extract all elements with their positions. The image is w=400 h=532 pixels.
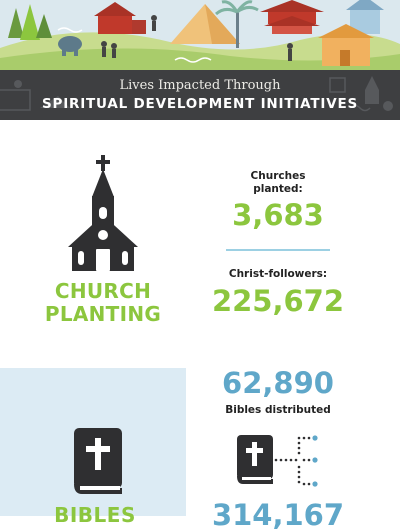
church-planting-label-line1: CHURCH bbox=[54, 279, 152, 303]
bibles-distributed-label: Bibles distributed bbox=[225, 404, 331, 416]
section-banner bbox=[0, 70, 400, 120]
bibles-distributed-value: 62,890 bbox=[222, 366, 334, 400]
church-planting-label bbox=[30, 280, 176, 326]
christ-followers-value: 225,672 bbox=[211, 284, 345, 318]
churches-planted-label bbox=[226, 170, 330, 196]
bibles-label: BIBLES bbox=[54, 503, 136, 527]
churches-planted-label-line1: Churches bbox=[250, 170, 306, 182]
landscape-illustration bbox=[0, 0, 400, 70]
hero-illustration bbox=[0, 0, 400, 70]
church-planting-label-line2: PLANTING bbox=[44, 302, 162, 326]
churches-planted-value: 3,683 bbox=[232, 198, 324, 232]
stat-divider bbox=[226, 249, 330, 251]
banner-subtitle: Lives Impacted Through bbox=[119, 78, 281, 93]
christ-followers-label: Christ-followers: bbox=[228, 268, 328, 280]
bible-icon bbox=[72, 428, 124, 496]
church-icon bbox=[66, 155, 140, 271]
bibles-second-value: 314,167 bbox=[211, 498, 345, 532]
small-bible-icon bbox=[236, 435, 274, 485]
distribution-dots-graphic bbox=[272, 434, 322, 488]
churches-planted-label-line2: planted: bbox=[253, 183, 303, 195]
banner-title: SPIRITUAL DEVELOPMENT INITIATIVES bbox=[41, 96, 359, 112]
